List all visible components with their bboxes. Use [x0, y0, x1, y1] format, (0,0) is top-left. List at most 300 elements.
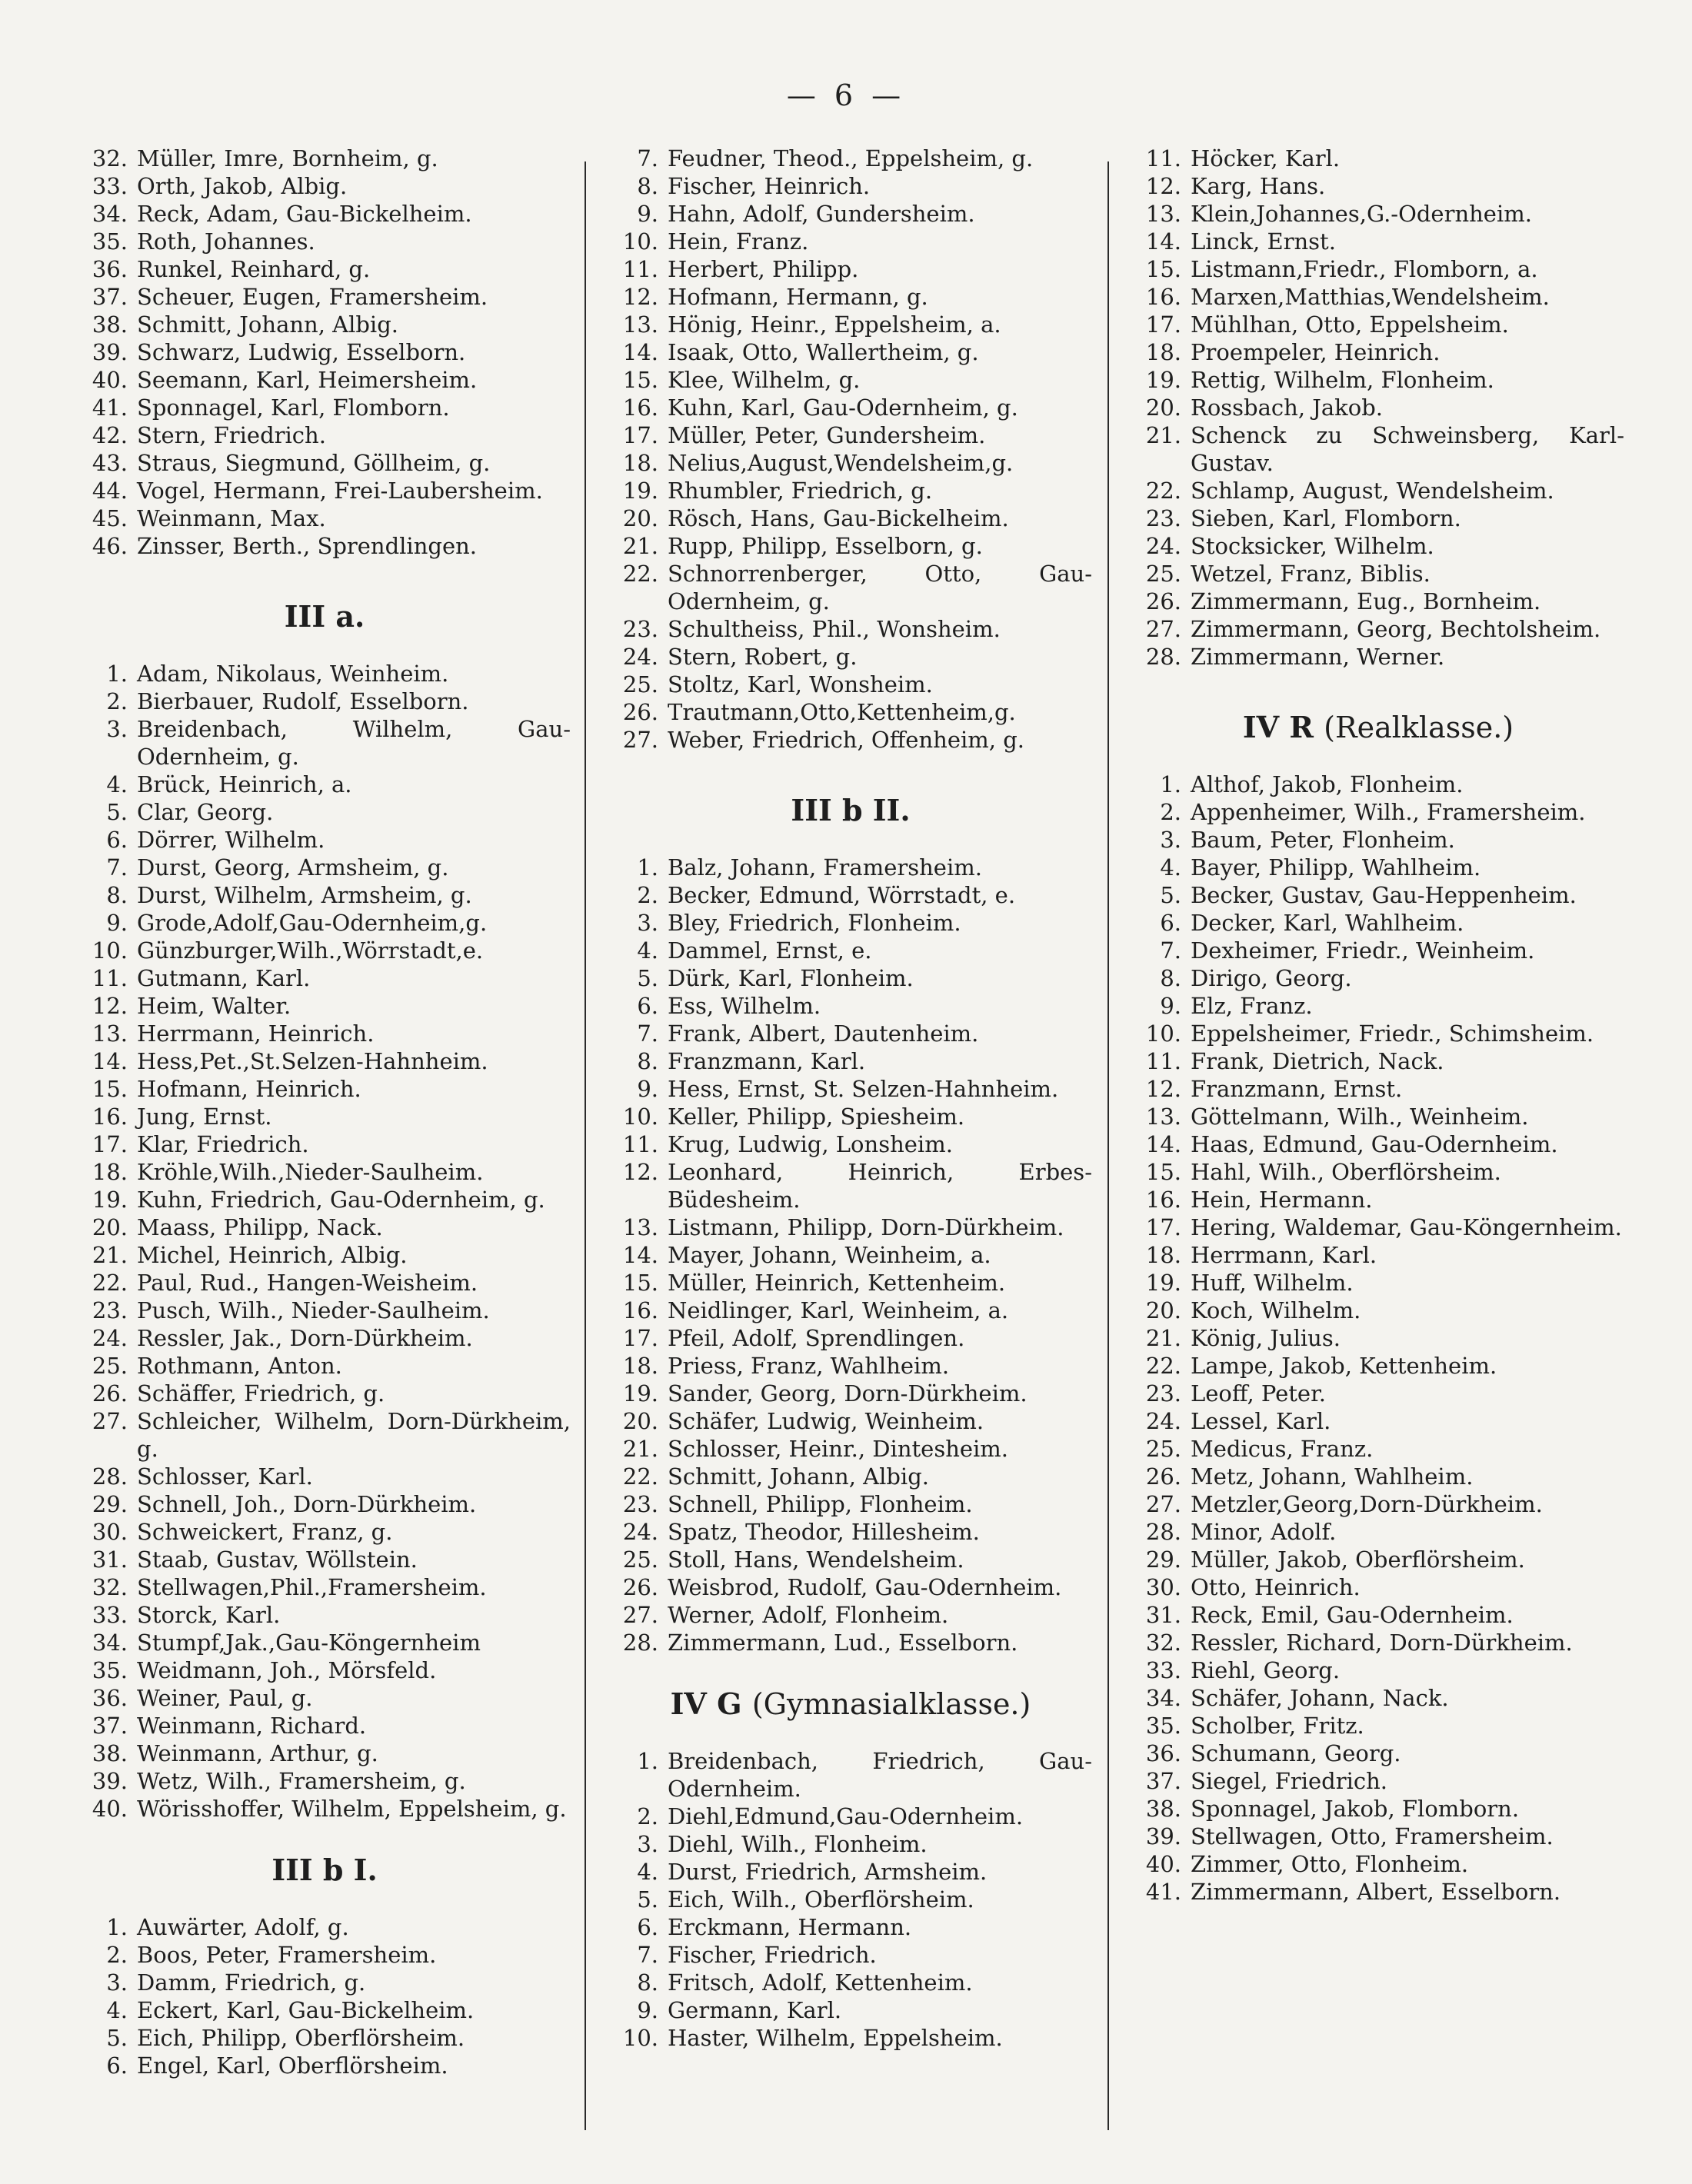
list-item: [609, 1546, 1092, 1573]
entry-text: Werner, Adolf, Flonheim.: [668, 1602, 949, 1628]
entry-number: 11.: [622, 256, 658, 282]
entry-number: 29.: [92, 1491, 128, 1517]
list-item: [78, 771, 571, 798]
entry-number: 26.: [622, 699, 658, 725]
list-item: [78, 1969, 571, 1996]
list-item: [1132, 615, 1624, 643]
entry-number: 11.: [622, 1131, 658, 1157]
list-item: [1132, 1186, 1624, 1214]
entry-number: 25.: [622, 671, 658, 697]
entry-number: 13.: [1145, 201, 1181, 227]
entry-number: 35.: [92, 1657, 128, 1683]
entry-number: 23.: [92, 1297, 128, 1323]
list-item: [1132, 1269, 1624, 1297]
entry-text: Müller, Jakob, Oberflörsheim.: [1191, 1546, 1525, 1573]
entry-text: Günzburger,Wilh.,Wörrstadt,e.: [137, 937, 484, 964]
entry-text: Linck, Ernst.: [1191, 228, 1336, 255]
list-item: [609, 1830, 1092, 1858]
list-item: [609, 394, 1092, 421]
entry-text: Becker, Edmund, Wörrstadt, e.: [668, 882, 1016, 908]
entry-number: 8.: [1160, 965, 1181, 991]
entry-text: Trautmann,Otto,Kettenheim,g.: [668, 699, 1016, 725]
list-item: [1132, 964, 1624, 992]
entry-text: Dirigo, Georg.: [1191, 965, 1352, 991]
entry-text: Leonhard, Heinrich, Erbes-Büdesheim.: [668, 1159, 1092, 1213]
list-item: [78, 1463, 571, 1490]
entry-text: Reck, Emil, Gau-Odernheim.: [1191, 1602, 1514, 1628]
entry-number: 26.: [1145, 1463, 1181, 1490]
entry-text: Elz, Franz.: [1191, 993, 1313, 1019]
section-heading: [609, 794, 1092, 827]
entry-text: Kuhn, Friedrich, Gau-Odernheim, g.: [137, 1187, 545, 1213]
entry-number: 8.: [637, 1969, 658, 1996]
entry-number: 21.: [1145, 1325, 1181, 1351]
entry-text: Spatz, Theodor, Hillesheim.: [668, 1519, 980, 1545]
entry-number: 26.: [622, 1574, 658, 1600]
entry-text: Dörrer, Wilhelm.: [137, 827, 325, 853]
entry-text: Hofmann, Heinrich.: [137, 1076, 361, 1102]
entry-text: Schäffer, Friedrich, g.: [137, 1380, 385, 1407]
list-item: [1132, 1712, 1624, 1740]
entry-text: Schmitt, Johann, Albig.: [137, 311, 398, 338]
entry-number: 34.: [92, 201, 128, 227]
entry-number: 29.: [1145, 1546, 1181, 1573]
entry-text: Brück, Heinrich, a.: [137, 771, 352, 797]
entry-text: Schlosser, Karl.: [137, 1463, 313, 1490]
entry-number: 5.: [1160, 882, 1181, 908]
list-item: [78, 283, 571, 311]
list-item: [609, 1407, 1092, 1435]
entry-number: 9.: [637, 1076, 658, 1102]
entry-text: Rupp, Philipp, Esselborn, g.: [668, 533, 983, 559]
entry-number: 12.: [622, 1159, 658, 1185]
entry-text: Paul, Rud., Hangen-Weisheim.: [137, 1270, 478, 1296]
list-item: [78, 1740, 571, 1767]
entry-number: 16.: [622, 1297, 658, 1323]
entry-text: Weber, Friedrich, Offenheim, g.: [668, 727, 1024, 753]
entry-number: 6.: [637, 993, 658, 1019]
list-item: [78, 1601, 571, 1629]
entry-number: 42.: [92, 422, 128, 448]
list-item: [78, 992, 571, 1020]
entry-text: Leoff, Peter.: [1191, 1380, 1326, 1407]
entry-number: 7.: [106, 854, 128, 881]
list-item: [1132, 1490, 1624, 1518]
entry-number: 3.: [106, 716, 128, 742]
entry-text: Bierbauer, Rudolf, Esselborn.: [137, 688, 469, 714]
entry-number: 26.: [1145, 588, 1181, 614]
list-item: [609, 1352, 1092, 1380]
entry-text: Müller, Heinrich, Kettenheim.: [668, 1270, 1006, 1296]
entry-number: 18.: [622, 1353, 658, 1379]
entry-text: Hahn, Adolf, Gundersheim.: [668, 201, 975, 227]
section-title: IV G: [670, 1686, 742, 1721]
entry-number: 21.: [622, 1436, 658, 1462]
list-item: [1132, 1463, 1624, 1490]
entry-number: 11.: [1145, 145, 1181, 171]
entry-text: Dexheimer, Friedr., Weinheim.: [1191, 937, 1535, 964]
entry-text: Metzler,Georg,Dorn-Dürkheim.: [1191, 1491, 1543, 1517]
list-item: [1132, 255, 1624, 283]
entry-text: Schnorrenberger, Otto, Gau-Odernheim, g.: [668, 561, 1092, 614]
list-item: [1132, 1656, 1624, 1684]
entry-number: 13.: [622, 311, 658, 338]
entry-text: Höcker, Karl.: [1191, 145, 1341, 171]
entry-number: 20.: [622, 505, 658, 531]
entry-text: Stumpf,Jak.,Gau-Köngernheim: [137, 1630, 481, 1656]
entry-text: Marxen,Matthias,Wendelsheim.: [1191, 284, 1550, 310]
entry-text: Franzmann, Ernst.: [1191, 1076, 1403, 1102]
entry-text: Schwarz, Ludwig, Esselborn.: [137, 339, 466, 365]
entry-text: Klee, Wilhelm, g.: [668, 367, 861, 393]
list-item: [78, 1941, 571, 1969]
list-item: [1132, 1518, 1624, 1546]
list-item: [1132, 1850, 1624, 1878]
list-item: [609, 1969, 1092, 1996]
list-item: [609, 964, 1092, 992]
entry-text: Klein,Johannes,G.-Odernheim.: [1191, 201, 1532, 227]
list-item: [78, 1380, 571, 1407]
entry-number: 28.: [1145, 644, 1181, 670]
list-item: [78, 1324, 571, 1352]
list-item: [1132, 1823, 1624, 1850]
entry-number: 3.: [637, 1831, 658, 1857]
section-subtitle: (Realklasse.): [1324, 711, 1514, 744]
entry-number: 38.: [92, 1740, 128, 1766]
list-item: [1132, 1241, 1624, 1269]
entry-text: Franzmann, Karl.: [668, 1048, 866, 1074]
entry-text: Schleicher, Wilhelm, Dorn-Dürkheim, g.: [137, 1408, 571, 1462]
entry-number: 10.: [92, 937, 128, 964]
entry-text: Scholber, Fritz.: [1191, 1713, 1364, 1739]
entry-text: Diehl,Edmund,Gau-Odernheim.: [668, 1803, 1024, 1829]
entry-text: Engel, Karl, Oberflörsheim.: [137, 2052, 448, 2079]
entry-text: Dürk, Karl, Flonheim.: [668, 965, 914, 991]
list-item: [1132, 798, 1624, 826]
entry-number: 17.: [92, 1131, 128, 1157]
list-item: [1132, 1435, 1624, 1463]
entry-text: Mühlhan, Otto, Eppelsheim.: [1191, 311, 1509, 338]
entry-text: Hein, Hermann.: [1191, 1187, 1373, 1213]
entry-text: Rothmann, Anton.: [137, 1353, 342, 1379]
list-item: [78, 172, 571, 200]
entry-number: 5.: [106, 799, 128, 825]
entry-text: Wetz, Wilh., Framersheim, g.: [137, 1768, 466, 1794]
entry-text: Listmann,Friedr., Flomborn, a.: [1191, 256, 1538, 282]
list-item: [78, 1656, 571, 1684]
entry-text: Minor, Adolf.: [1191, 1519, 1337, 1545]
entry-text: Weinmann, Richard.: [137, 1713, 367, 1739]
entry-number: 20.: [1145, 1297, 1181, 1323]
list-item: [609, 1324, 1092, 1352]
entry-text: Hess,Pet.,St.Selzen-Hahnheim.: [137, 1048, 488, 1074]
entry-number: 7.: [637, 145, 658, 171]
list-item: [78, 449, 571, 477]
list-item: [609, 1380, 1092, 1407]
entry-number: 35.: [92, 228, 128, 255]
entry-number: 13.: [622, 1214, 658, 1240]
list-item: [78, 1103, 571, 1130]
entry-text: Schäfer, Ludwig, Weinheim.: [668, 1408, 984, 1434]
entry-text: Runkel, Reinhard, g.: [137, 256, 371, 282]
entry-text: Scheuer, Eugen, Framersheim.: [137, 284, 488, 310]
entry-number: 6.: [1160, 910, 1181, 936]
list-item: [1132, 1075, 1624, 1103]
section-title: III b II.: [791, 793, 911, 827]
entry-number: 21.: [1145, 422, 1181, 448]
list-item: [78, 1214, 571, 1241]
entry-text: Gutmann, Karl.: [137, 965, 311, 991]
entry-text: Herbert, Philipp.: [668, 256, 859, 282]
entry-text: Schlamp, August, Wendelsheim.: [1191, 478, 1554, 504]
list-item: [78, 715, 571, 771]
list-item: [78, 909, 571, 937]
list-item: [78, 1158, 571, 1186]
entry-number: 18.: [92, 1159, 128, 1185]
list-item: [78, 1130, 571, 1158]
list-item: [78, 1075, 571, 1103]
entry-text: Schmitt, Johann, Albig.: [668, 1463, 929, 1490]
entry-text: Herrmann, Karl.: [1191, 1242, 1377, 1268]
entry-number: 31.: [92, 1546, 128, 1573]
entry-number: 12.: [1145, 173, 1181, 199]
section-heading: [78, 1853, 571, 1887]
entry-number: 46.: [92, 533, 128, 559]
entry-text: Zimmermann, Eug., Bornheim.: [1191, 588, 1541, 614]
list-item: [609, 1435, 1092, 1463]
list-item: [609, 1518, 1092, 1546]
entry-number: 40.: [92, 367, 128, 393]
list-item: [1132, 1601, 1624, 1629]
entry-text: Roth, Johannes.: [137, 228, 315, 255]
column-divider: [585, 161, 586, 2130]
entry-number: 11.: [1145, 1048, 1181, 1074]
entry-number: 5.: [106, 2025, 128, 2051]
entry-number: 40.: [92, 1796, 128, 1822]
entry-text: Weidmann, Joh., Mörsfeld.: [137, 1657, 437, 1683]
list-item: [1132, 1047, 1624, 1075]
list-item: [609, 1020, 1092, 1047]
entry-text: Hering, Waldemar, Gau-Köngernheim.: [1191, 1214, 1622, 1240]
list-item: [1132, 1130, 1624, 1158]
list-item: [78, 366, 571, 394]
page-number: — 6 —: [786, 78, 906, 112]
list-item: [609, 1297, 1092, 1324]
entry-number: 3.: [1160, 827, 1181, 853]
list-item: [1132, 283, 1624, 311]
entry-text: Clar, Georg.: [137, 799, 274, 825]
entry-number: 4.: [1160, 854, 1181, 881]
entry-text: Erckmann, Hermann.: [668, 1914, 912, 1940]
entry-text: Frank, Albert, Dautenheim.: [668, 1020, 979, 1047]
entry-number: 33.: [92, 1602, 128, 1628]
entry-number: 5.: [637, 965, 658, 991]
list-item: [78, 421, 571, 449]
entry-text: Müller, Imre, Bornheim, g.: [137, 145, 438, 171]
entry-number: 32.: [92, 1574, 128, 1600]
entry-text: Rösch, Hans, Gau-Bickelheim.: [668, 505, 1009, 531]
entry-number: 36.: [92, 1685, 128, 1711]
list-item: [78, 200, 571, 228]
entry-number: 26.: [92, 1380, 128, 1407]
entry-number: 37.: [92, 284, 128, 310]
list-item: [609, 477, 1092, 504]
entry-number: 16.: [1145, 1187, 1181, 1213]
entry-number: 1.: [637, 854, 658, 881]
entry-text: Auwärter, Adolf, g.: [137, 1914, 349, 1940]
list-item: [609, 338, 1092, 366]
entry-text: Sponnagel, Jakob, Flomborn.: [1191, 1796, 1520, 1822]
entry-number: 35.: [1145, 1713, 1181, 1739]
list-item: [1132, 588, 1624, 615]
list-item: [609, 172, 1092, 200]
list-item: [609, 909, 1092, 937]
entry-text: Stoltz, Karl, Wonsheim.: [668, 671, 933, 697]
entry-text: Decker, Karl, Wahlheim.: [1191, 910, 1464, 936]
entry-text: Weisbrod, Rudolf, Gau-Odernheim.: [668, 1574, 1062, 1600]
section-title: III b I.: [271, 1853, 378, 1887]
list-item: [609, 1573, 1092, 1601]
entry-number: 11.: [92, 965, 128, 991]
entry-number: 13.: [1145, 1104, 1181, 1130]
list-item: [609, 228, 1092, 255]
list-item: [78, 532, 571, 560]
list-item: [78, 1269, 571, 1297]
entry-number: 6.: [106, 827, 128, 853]
entry-text: Becker, Gustav, Gau-Heppenheim.: [1191, 882, 1577, 908]
list-item: [1132, 1020, 1624, 1047]
entry-text: Kuhn, Karl, Gau-Odernheim, g.: [668, 395, 1018, 421]
entry-number: 34.: [1145, 1685, 1181, 1711]
list-item: [609, 1158, 1092, 1214]
entry-text: Schweickert, Franz, g.: [137, 1519, 393, 1545]
list-item: [609, 1075, 1092, 1103]
entry-text: Eich, Philipp, Oberflörsheim.: [137, 2025, 465, 2051]
list-item: [78, 504, 571, 532]
entry-number: 13.: [92, 1020, 128, 1047]
list-item: [1132, 366, 1624, 394]
list-item: [78, 394, 571, 421]
entry-number: 25.: [622, 1546, 658, 1573]
list-item: [609, 1886, 1092, 1913]
entry-text: Stern, Friedrich.: [137, 422, 326, 448]
entry-number: 10.: [1145, 1020, 1181, 1047]
entry-text: Breidenbach, Friedrich, Gau-Odernheim.: [668, 1748, 1092, 1802]
list-item: [78, 854, 571, 881]
entry-number: 2.: [637, 1803, 658, 1829]
list-item: [609, 283, 1092, 311]
entry-number: 24.: [1145, 533, 1181, 559]
list-item: [1132, 394, 1624, 421]
list-item: [609, 366, 1092, 394]
list-item: [78, 1913, 571, 1941]
entry-text: Wetzel, Franz, Biblis.: [1191, 561, 1431, 587]
entry-number: 14.: [92, 1048, 128, 1074]
entry-number: 4.: [637, 937, 658, 964]
entry-number: 1.: [106, 661, 128, 687]
entry-number: 27.: [622, 1602, 658, 1628]
entry-number: 14.: [622, 339, 658, 365]
entry-number: 32.: [92, 145, 128, 171]
entry-text: Weiner, Paul, g.: [137, 1685, 313, 1711]
entry-text: Heim, Walter.: [137, 993, 291, 1019]
entry-number: 2.: [637, 882, 658, 908]
list-item: [78, 477, 571, 504]
list-item: [78, 1795, 571, 1823]
entry-number: 6.: [637, 1914, 658, 1940]
entry-text: Grode,Adolf,Gau-Odernheim,g.: [137, 910, 488, 936]
entry-text: Weinmann, Arthur, g.: [137, 1740, 378, 1766]
entry-number: 20.: [1145, 395, 1181, 421]
entry-text: Appenheimer, Wilh., Framersheim.: [1191, 799, 1586, 825]
entry-number: 20.: [92, 1214, 128, 1240]
entry-number: 33.: [1145, 1657, 1181, 1683]
entry-text: Hess, Ernst, St. Selzen-Hahnheim.: [668, 1076, 1059, 1102]
entry-text: Durst, Friedrich, Armsheim.: [668, 1859, 988, 1885]
entry-number: 9.: [106, 910, 128, 936]
list-item: [609, 937, 1092, 964]
list-item: [609, 643, 1092, 671]
entry-text: Hein, Franz.: [668, 228, 809, 255]
list-item: [609, 881, 1092, 909]
entry-number: 20.: [622, 1408, 658, 1434]
entry-number: 8.: [637, 1048, 658, 1074]
list-item: [78, 660, 571, 687]
entry-number: 9.: [1160, 993, 1181, 1019]
list-item: [1132, 1684, 1624, 1712]
list-item: [78, 1186, 571, 1214]
list-item: [1132, 826, 1624, 854]
list-item: [1132, 338, 1624, 366]
entry-number: 23.: [622, 1491, 658, 1517]
list-item: [1132, 1795, 1624, 1823]
list-item: [609, 1463, 1092, 1490]
entry-text: Staab, Gustav, Wöllstein.: [137, 1546, 418, 1573]
entry-number: 14.: [1145, 1131, 1181, 1157]
entry-text: Althof, Jakob, Flonheim.: [1191, 771, 1464, 797]
entry-text: Haas, Edmund, Gau-Odernheim.: [1191, 1131, 1558, 1157]
entry-number: 24.: [622, 1519, 658, 1545]
entry-number: 9.: [637, 201, 658, 227]
entry-number: 28.: [1145, 1519, 1181, 1545]
list-item: [78, 798, 571, 826]
entry-text: Zimmermann, Georg, Bechtolsheim.: [1191, 616, 1601, 642]
entry-number: 15.: [622, 367, 658, 393]
entry-text: Schnell, Joh., Dorn-Dürkheim.: [137, 1491, 477, 1517]
entry-number: 28.: [92, 1463, 128, 1490]
entry-number: 22.: [92, 1270, 128, 1296]
entry-number: 25.: [92, 1353, 128, 1379]
section-title: III a.: [284, 599, 365, 634]
entry-text: Göttelmann, Wilh., Weinheim.: [1191, 1104, 1529, 1130]
list-item: [609, 1803, 1092, 1830]
entry-text: Jung, Ernst.: [137, 1104, 272, 1130]
entry-text: Dammel, Ernst, e.: [668, 937, 872, 964]
list-item: [78, 964, 571, 992]
entry-number: 22.: [1145, 478, 1181, 504]
entry-text: Nelius,August,Wendelsheim,g.: [668, 450, 1014, 476]
list-item: [1132, 477, 1624, 504]
entry-text: Stoll, Hans, Wendelsheim.: [668, 1546, 964, 1573]
entry-number: 14.: [1145, 228, 1181, 255]
entry-text: Schlosser, Heinr., Dintesheim.: [668, 1436, 1009, 1462]
entry-number: 39.: [1145, 1823, 1181, 1849]
section-subtitle: (Gymnasialklasse.): [751, 1687, 1031, 1721]
list-item: [609, 1490, 1092, 1518]
entry-number: 27.: [622, 727, 658, 753]
entry-number: 8.: [637, 173, 658, 199]
entry-number: 2.: [106, 1942, 128, 1968]
